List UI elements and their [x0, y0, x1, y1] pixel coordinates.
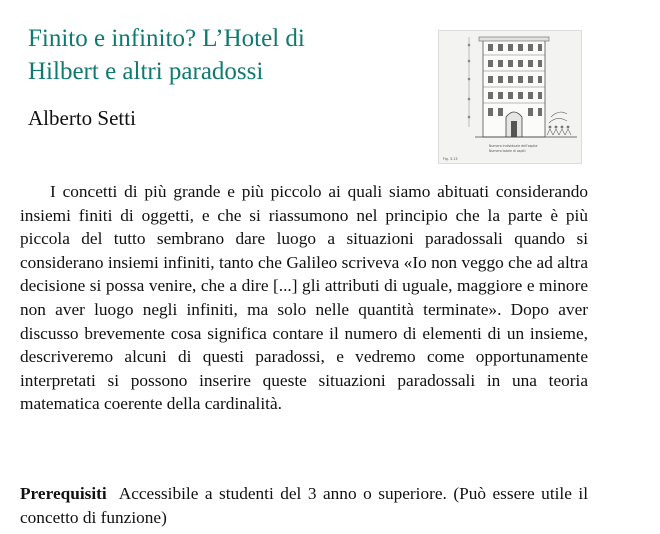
author-name: Alberto Setti: [28, 106, 136, 130]
svg-text:Fig. 3.13: Fig. 3.13: [443, 157, 458, 161]
prerequisites-label: Prerequisiti: [20, 484, 107, 503]
svg-text:Numero individuale dell'ospite: Numero individuale dell'ospite: [489, 144, 538, 148]
prerequisites-text: Accessibile a studenti del 3 anno o superiore. (Può essere utile il concetto di funzione): [20, 484, 588, 527]
title-line-2: Hilbert e altri paradossi: [28, 58, 264, 85]
abstract-paragraph: I concetti di più grande e più piccolo ai quali siamo abituati considerando insiemi finiti di oggetti, e che si riassumono nel principio che la parte è più piccola del tutto sembrano dare luogo a situazioni paradossali quando si considerano insiemi infiniti, tanto che Galileo scriveva «Io non veggo che ad altra decisione si possa venire, che a dire [...] gli attributi di uguale, maggiore e minore non aver luogo negli infiniti, ma solo nelle quantità terminate». Dopo aver discusso brevemente cosa significa contare il numero di elementi di un insieme, descriveremo alcuni di questi paradossi, e vedremo come opportunamente interpretati si possono inserire queste situazioni paradossali in una teoria matematica coerente della cardinalità.: [20, 182, 588, 414]
svg-text:Numero totale di ospiti: Numero totale di ospiti: [489, 149, 526, 153]
page-title: [28, 22, 408, 88]
prerequisites-paragraph: [20, 482, 588, 529]
title-line-1: Finito e infinito? L’Hotel di: [28, 25, 305, 52]
hotel-illustration-icon: [438, 30, 582, 164]
